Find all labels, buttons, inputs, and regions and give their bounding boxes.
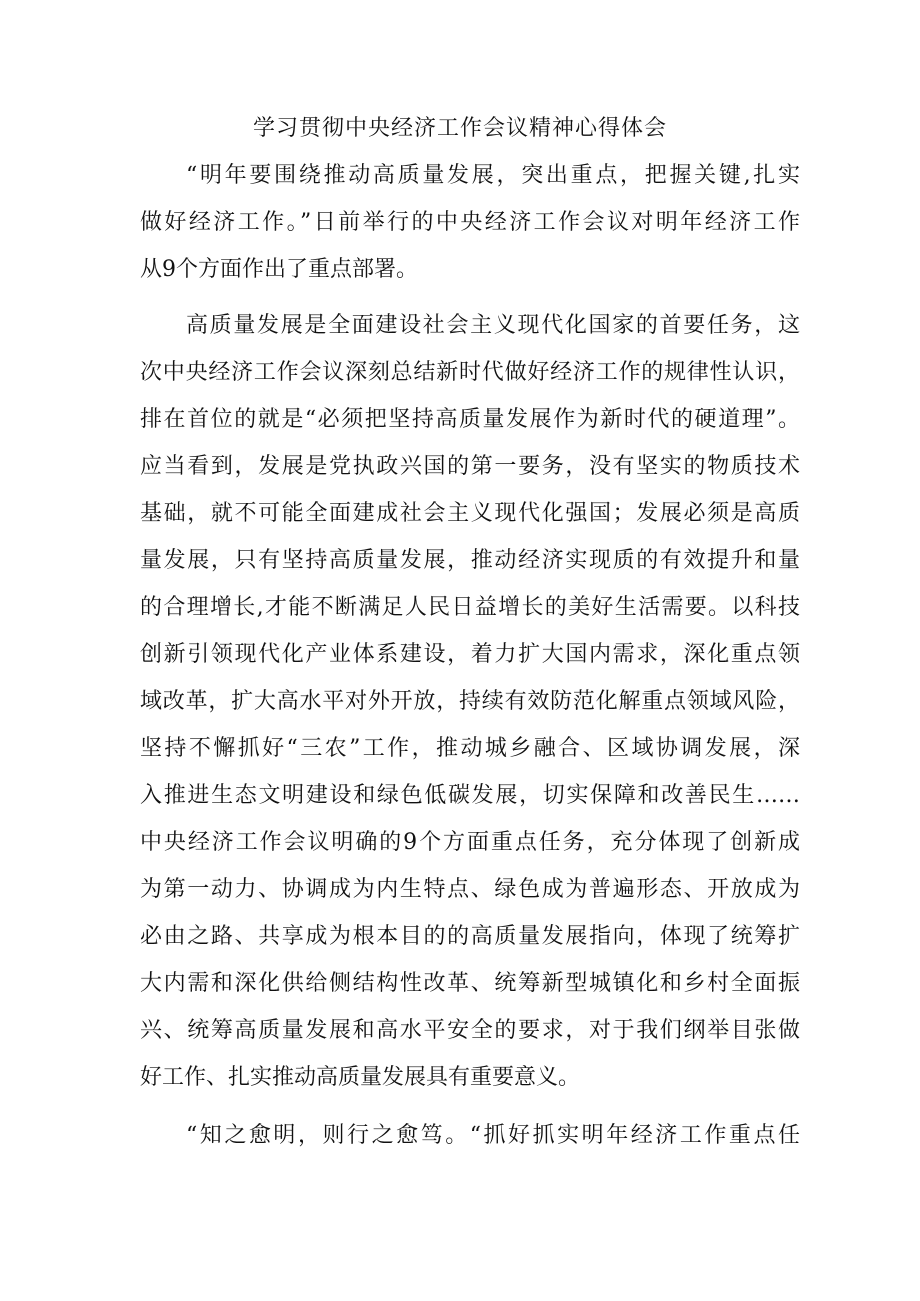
paragraph-1 <box>140 152 800 293</box>
text-line: 的合理增长,才能不断满足人民日益增长的美好生活需要。以科技 <box>140 595 800 620</box>
text-line: 为第一动力、协调成为内生特点、绿色成为普遍形态、开放成为 <box>140 877 800 902</box>
text-line: 次中央经济工作会议深刻总结新时代做好经济工作的规律性认识， <box>140 360 800 385</box>
text-line: 基础，就不可能全面建成社会主义现代化强国；发展必须是高质 <box>140 501 800 526</box>
paragraph-2 <box>140 302 800 1101</box>
text-line: 入推进生态文明建设和绿色低碳发展，切实保障和改善民生…… <box>140 783 800 808</box>
text-line: 排在首位的就是“必须把坚持高质量发展作为新时代的硬道理”。 <box>140 407 800 432</box>
text-line: 量发展，只有坚持高质量发展，推动经济实现质的有效提升和量 <box>140 548 800 573</box>
text-line: “知之愈明，则行之愈笃。“抓好抓实明年经济工作重点任 <box>186 1123 800 1148</box>
paragraph-3 <box>140 1112 800 1159</box>
text-line: 大内需和深化供给侧结构性改革、统筹新型城镇化和乡村全面振 <box>140 971 800 996</box>
text-line: 好工作、扎实推动高质量发展具有重要意义。 <box>140 1065 581 1090</box>
text-line: 兴、统筹高质量发展和高水平安全的要求，对于我们纲举目张做 <box>140 1018 800 1043</box>
text-line: 创新引领现代化产业体系建设，着力扩大国内需求，深化重点领 <box>140 642 800 667</box>
text-line: 必由之路、共享成为根本目的的高质量发展指向，体现了统筹扩 <box>140 924 800 949</box>
text-line: 应当看到，发展是党执政兴国的第一要务，没有坚实的物质技术 <box>140 454 800 479</box>
text-line: 域改革，扩大高水平对外开放，持续有效防范化解重点领域风险， <box>140 689 800 714</box>
text-line: 坚持不懈抓好“三农”工作，推动城乡融合、区域协调发展，深 <box>140 736 800 761</box>
document-title: 学习贯彻中央经济工作会议精神心得体会 <box>252 116 667 141</box>
text-line: 从9个方面作出了重点部署。 <box>140 257 418 282</box>
text-line: 高质量发展是全面建设社会主义现代化国家的首要任务，这 <box>186 313 800 338</box>
text-line: 中央经济工作会议明确的9个方面重点任务，充分体现了创新成 <box>140 830 800 855</box>
text-line: “明年要围绕推动高质量发展，突出重点，把握关键,扎实 <box>186 163 800 188</box>
text-line: 做好经济工作。”日前举行的中央经济工作会议对明年经济工作 <box>140 210 800 235</box>
